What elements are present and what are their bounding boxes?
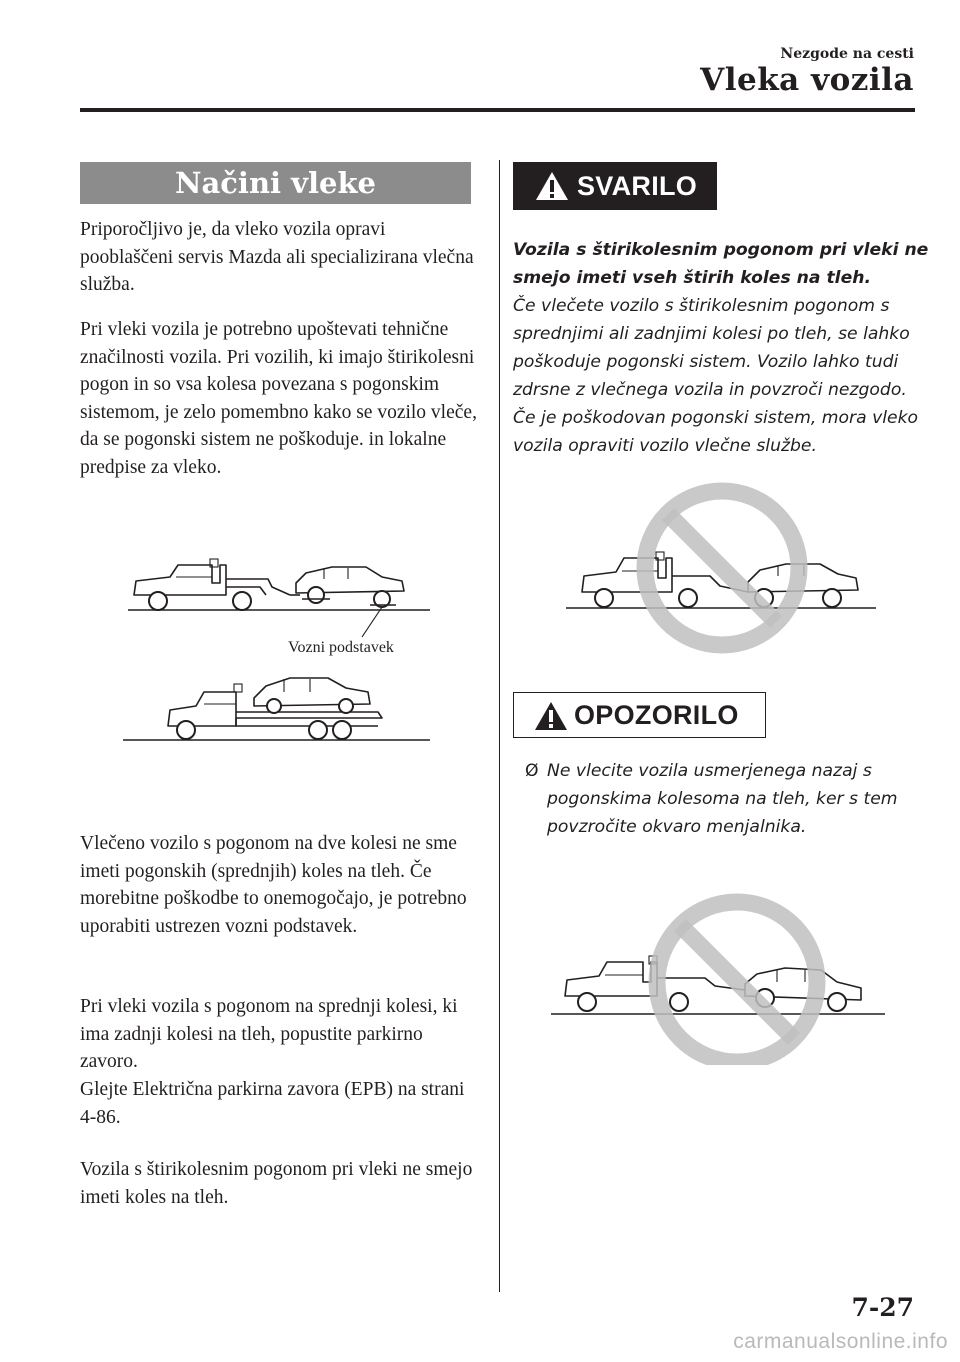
warning-body-text: Če vlečete vozilo s štirikolesnim pogonom s sprednjimi ali zadnjimi kolesi po tleh, se lahko poškoduje pogonski sistem. Vozilo lahko tudi zdrsne z vlečnega vozila in povzroči nezgodo. Če je poškodovan pogonski sistem, mora vleko vozila opraviti vozilo vlečne službe. [513, 296, 919, 456]
caution-triangle-icon [534, 700, 568, 732]
paragraph-recommendation: Priporočljivo je, da vleko vozila opravi pooblaščeni servis Mazda ali specializirana vlečna služba. [80, 219, 474, 295]
caution-label: OPOZORILO [574, 700, 739, 730]
prohibited-tow-backward-illustration [545, 890, 890, 1065]
page-number: 7-27 [851, 1293, 914, 1322]
paragraph-four-wheel-drive: Vozila s štirikolesnim pogonom pri vleki ne smejo imeti koles na tleh. [80, 1159, 473, 1208]
running-header-title: Vleka vozila [700, 62, 914, 98]
warning-label: SVARILO [577, 171, 698, 201]
paragraph-characteristics: Pri vleki vozila je potrebno upoštevati tehnične značilnosti vozila. Pri vozilih, ki imajo štirikolesni pogon in so vsa kolesa povezana s pogonskim sistemom, je zelo pomembno kako se vozilo vleče, da se pogonski sistem ne poškoduje. in lokalne predpise za vleko. [80, 319, 477, 478]
running-header-section: Nezgode na cesti [780, 46, 914, 62]
warning-triangle-icon [535, 170, 569, 202]
watermark: carmanualsonline.info [733, 1330, 948, 1353]
bullet-arrow-icon: Ø [525, 761, 539, 781]
paragraph-epb-reference: Glejte Električna parkirna zavora (EPB) na strani 4-86. [80, 1079, 465, 1128]
column-divider [499, 160, 500, 1292]
paragraph-front-wheel-drive: Pri vleki vozila s pogonom na sprednji kolesi, ki ima zadnji kolesi na tleh, popustite parkirno zavoro. [80, 996, 458, 1072]
flatbed-truck-illustration [120, 672, 435, 744]
prohibited-tow-four-wheels-illustration [560, 478, 880, 658]
paragraph-two-wheel-drive: Vlečeno vozilo s pogonom na dve kolesi ne sme imeti pogonskih (sprednjih) koles na tleh. Če morebitne poškodbe to onemogočajo, je potrebno uporabiti ustrezen vozni podstavek. [80, 833, 467, 937]
section-heading: Načini vleke [80, 162, 471, 204]
warning-banner [513, 162, 717, 210]
figure-caption: Vozni podstavek [288, 639, 394, 656]
warning-bold-statement: Vozila s štirikolesnim pogonom pri vleki ne smejo imeti vseh štirih koles na tleh. [513, 240, 929, 288]
caution-text: Ne vlecite vozila usmerjenega nazaj s pogonskima kolesoma na tleh, ker s tem povzročite okvaro menjalnika. [547, 761, 898, 837]
caution-banner [513, 692, 766, 738]
header-rule [80, 108, 915, 112]
